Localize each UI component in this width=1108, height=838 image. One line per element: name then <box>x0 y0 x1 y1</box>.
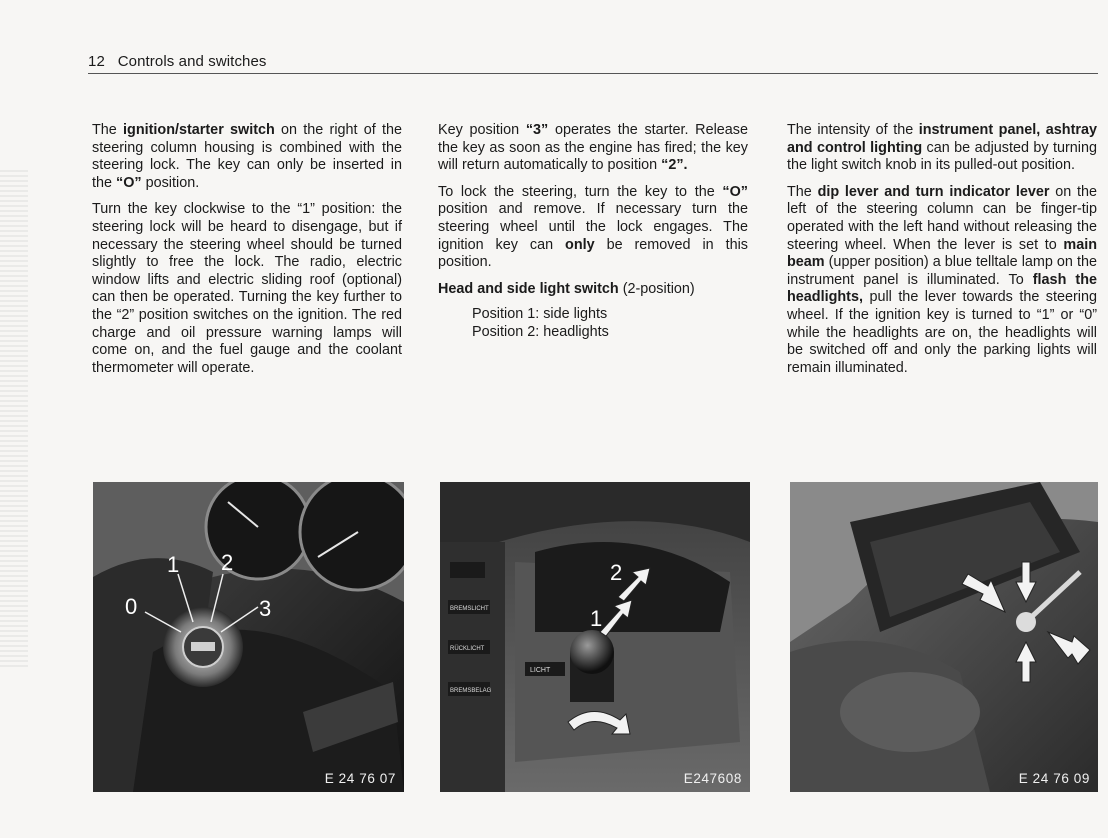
text-column-1 <box>92 122 402 386</box>
scan-edge-artifact <box>0 170 28 670</box>
light-switch-positions <box>472 306 748 341</box>
header-rule <box>88 73 1098 74</box>
dip-lever-paragraph: The dip lever and turn indicator lever on the left of the steering column can be finger-tip operated with the left hand without releasing the steering wheel. When the lever is set to main beam (upper position) a blue telltale lamp on the instrument panel is illuminated. To flash the headlights, pull the lever towards the steering wheel. If the ignition key is turned to “1” or “0” while the headlights are on, the headlights will be switched off and only the parking lights will remain illuminated. <box>787 183 1097 376</box>
panel-label-bremslicht: BREMSLICHT <box>450 606 489 612</box>
key-position-1-2-paragraph: Turn the key clockwise to the “1” position: the steering lock will be heard to disengage, but if necessary the steering wheel should be turned slightly to free the lock. The radio, electric window lifts and electric sliding roof (optional) can then be operated. Turning the key further to the “2” position switches on the ignition. The red charge and oil pressure warning lamps will come on, and the fuel gauge and the coolant thermometer will operate. <box>92 201 402 376</box>
text-column-3 <box>787 122 1097 386</box>
photo-code: E 24 76 07 <box>324 771 396 786</box>
page-number: 12 <box>88 53 105 70</box>
ignition-switch-photo <box>93 482 404 792</box>
indicator-lever-illustration <box>790 482 1098 792</box>
key-label-3: 3 <box>259 596 272 621</box>
key-position-3-paragraph: Key position “3” operates the starter. Release the key as soon as the engine has fired; the key will return automatically to position “2”. <box>438 122 748 174</box>
panel-label-rucklicht: RÜCKLICHT <box>450 646 485 652</box>
ignition-switch-illustration <box>93 482 404 792</box>
key-label-0: 0 <box>125 594 138 619</box>
light-switch-illustration <box>440 482 750 792</box>
light-switch-photo <box>440 482 750 792</box>
light-switch-subheading: Head and side light switch (2-position) <box>438 280 695 297</box>
position-2-item: Position 2: headlights <box>472 323 609 340</box>
key-label-2: 2 <box>221 550 234 575</box>
switch-label-1: 1 <box>590 606 603 631</box>
light-switch-knob <box>570 630 614 674</box>
ignition-switch-paragraph: The ignition/starter switch on the right of the steering column housing is combined with the steering lock. The key can only be inserted in the “O” position. <box>92 122 402 191</box>
key-label-1: 1 <box>167 552 180 577</box>
section-title: Controls and switches <box>117 53 267 70</box>
position-1-item: Position 1: side lights <box>472 306 608 323</box>
panel-label-licht: LICHT <box>530 667 551 674</box>
photo-code: E247608 <box>683 771 742 786</box>
page-header <box>88 53 1098 70</box>
steering-lock-paragraph: To lock the steering, turn the key to the “O” position and remove. If necessary turn the steering wheel until the lock engages. The ignition key can only be removed in this position. <box>438 183 748 271</box>
panel-label-bremsbelag: BREMSBELAG <box>450 688 492 694</box>
switch-label-2: 2 <box>610 560 623 585</box>
photo-code: E 24 76 09 <box>1018 771 1090 786</box>
instrument-lighting-paragraph: The intensity of the instrument panel, ashtray and control lighting can be adjusted by turning the light switch knob in its pulled-out position. <box>787 122 1097 174</box>
text-column-2 <box>438 122 748 342</box>
indicator-lever-photo <box>790 482 1098 792</box>
